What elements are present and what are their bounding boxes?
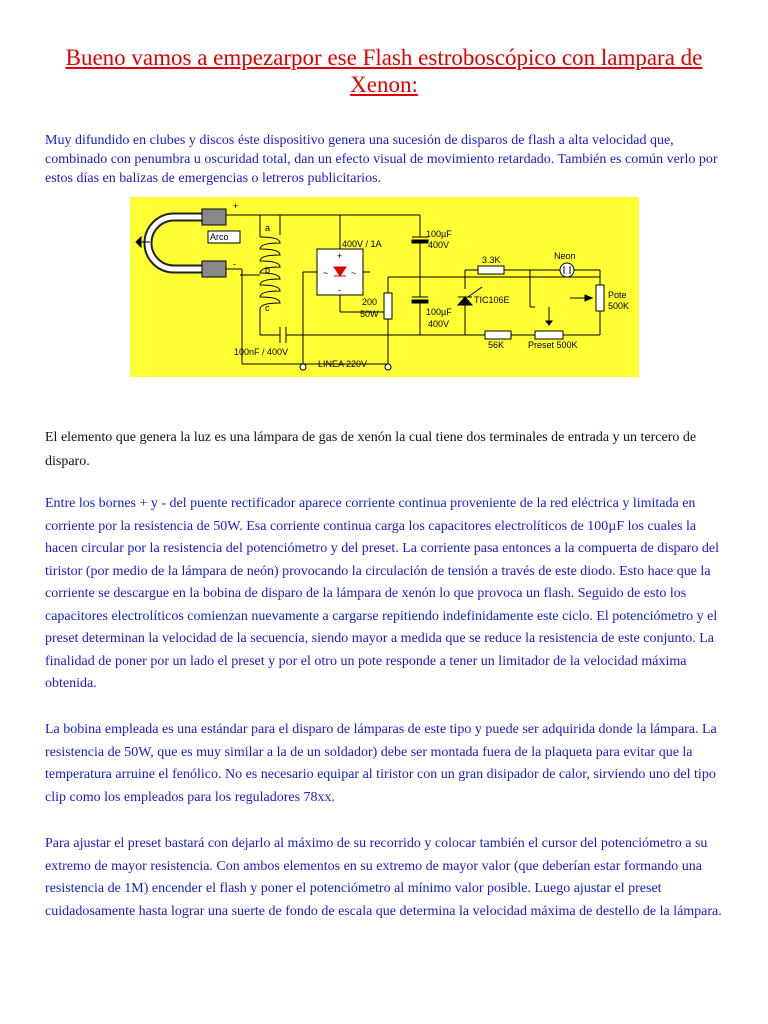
cap-top-label: 100µF [426,229,452,239]
resistor-56k-label: 56K [488,340,505,350]
neon-label: Neon [554,251,576,261]
resistor-33k-label: 3.3K [482,255,501,265]
cap-bottom-label: 100µF [426,307,452,317]
paragraph-coil: La bobina empleada es una estándar para el disparo de lámparas de este tipo y puede ser adquirida donde la lámpara. La resistencia de 50W, que es muy similar a la de un soldador) debe ser montada fuera de la plaqueta para evitar que la temperatura arruine el fenólico. No es necesario equipar al tiristor con un gran disipador de calor, sirviendo uno del tipo clip como los empleados para los reguladores 78xx. [45,722,717,805]
bridge-label: 400V / 1A [342,239,382,249]
bridge-plus-label: + [337,251,343,261]
bridge-minus-label: - [338,285,341,295]
page-title: Bueno vamos a empezarpor ese Flash estroboscópico con lampara de Xenon: [65,45,703,97]
circuit-schematic [130,197,639,377]
plus-label: + [233,201,239,211]
paragraph-lamp: El elemento que genera la luz es una lámpara de gas de xenón la cual tiene dos terminales de entrada y un tercero de disparo. [45,430,697,469]
bridge-ac-right: ~ [351,268,357,278]
coil-b-label: b [265,265,271,275]
arco-label: Arco [210,232,229,242]
resistor-200-label: 200 [362,297,378,307]
pote-value-label: 500K [608,301,630,311]
paragraph-operation: Entre los bornes + y - del puente rectificador aparece corriente continua proveniente de la red eléctrica y limitada en corriente por la resistencia de 50W. Esa corriente continua carga los capacitores electrolíticos de 100µF los cuales la hacen circular por la resistencia del potenciómetro y del preset. La corriente pasa entonces a la compuerta de disparo del tiristor (por medio de la lámpara de neón) provocando la circulación de tensión a través de este diodo. Esto hace que la corriente se descargue en la bobina de disparo de la lámpara de xenón lo que provoca un flash. Seguido de esto los capacitores electrolíticos comienzan nuevamente a cargarse repitiendo indefinidamente este ciclo. El potenciómetro y el preset determinan la velocidad de la secuencia, siendo mayor a medida que se reduce la resistencia de este conjunto. La finalidad de poner por un lado el preset y por el otro un pote responde a tener un limitador de la velocidad máxima obtenida. [45,496,720,691]
scr-label: TIC106E [474,295,510,305]
preset-label: Preset 500K [528,340,578,350]
intro-paragraph: Muy difundido en clubes y discos éste dispositivo genera una sucesión de disparos de flash a alta velocidad que, combinado con penumbra u oscuridad total, dan un efecto visual de movimiento retardado. También es común verlo por estos días en balizas de emergencias o letreros publicitarios. [45,133,718,186]
coil-a-label: a [265,223,271,233]
circuit-diagram [130,197,639,377]
cap-top-voltage: 400V [428,240,450,250]
cap-bottom-voltage: 400V [428,319,450,329]
small-cap-label: 100nF / 400V [234,347,289,357]
linea-label: LINEA 220V [318,359,368,369]
resistor-50w-label: 50W [360,309,379,319]
pote-label: Pote [608,290,627,300]
coil-c-label: c [265,303,270,313]
minus-label: - [233,259,236,269]
bridge-ac-left: ~ [323,268,329,278]
paragraph-adjust: Para ajustar el preset bastará con dejarlo al máximo de su recorrido y colocar también el cursor del potenciómetro a su extremo de mayor resistencia. Con ambos elementos en su extremo de mayor valor (que deberían estar formando una resistencia de 1M) encender el flash y poner el potenciómetro al mínimo valor posible. Luego ajustar el preset cuidadosamente hasta lograr una suerte de fondo de escala que determina la velocidad máxima de destello de la lámpara. [45,836,722,919]
